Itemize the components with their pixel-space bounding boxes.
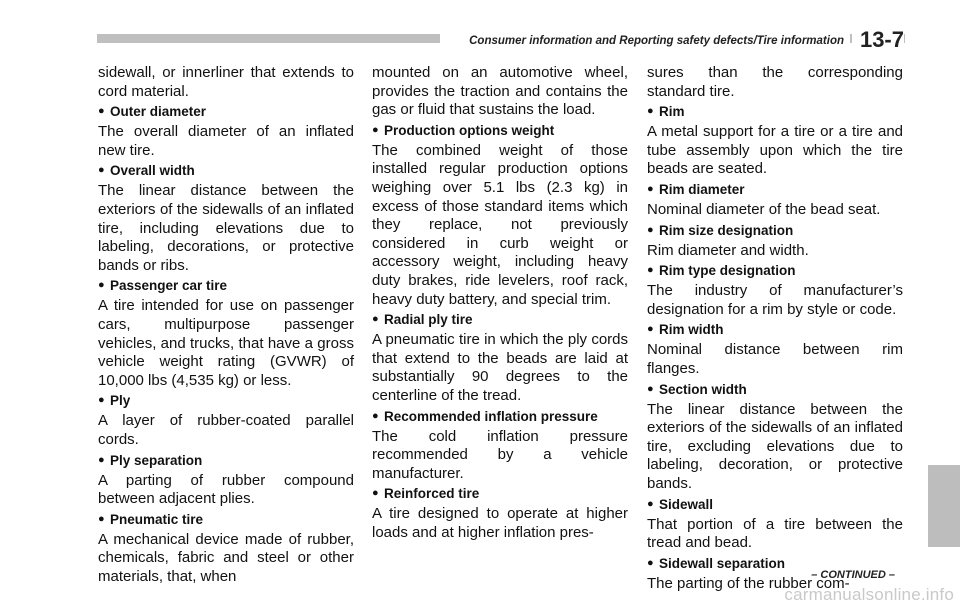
bullet-icon: ● — [647, 556, 654, 569]
bullet-icon: ● — [372, 487, 379, 500]
definition-term — [647, 181, 903, 198]
definition-text: The combined weight of those installed regular production options weighing over 5.1 lbs (2.3 kg) in excess of those standard items which they replace, not previously considered in curb weight or accessory weight, including heavy duty brakes, ride levelers, roof rack, heavy duty battery, and special trim. — [372, 141, 628, 308]
bullet-icon: ● — [647, 497, 654, 510]
definition-term — [647, 321, 903, 338]
bullet-icon: ● — [372, 409, 379, 422]
definition-text: The parting of the rubber com- — [647, 574, 850, 592]
definition-term — [372, 408, 628, 425]
definition-text: A mechanical device made of rubber, chemicals, fabric and steel or other materials, that, when — [98, 530, 354, 585]
definition-text: A tire designed to operate at higher loads and at higher inflation pres- — [372, 505, 628, 541]
definition-text: That portion of a tire between the tread and bead. — [647, 515, 903, 552]
term-label: Radial ply tire — [384, 312, 473, 328]
term-label: Production options weight — [384, 122, 555, 138]
definition-term — [98, 162, 354, 179]
bullet-icon: ● — [647, 182, 654, 195]
bullet-icon: ● — [98, 164, 105, 177]
bullet-icon: ● — [372, 123, 379, 136]
definition-text: A parting of rubber compound between adjacent plies. — [98, 471, 354, 508]
watermark: carmanualsonline.info — [784, 585, 954, 604]
definition-text: The linear distance between the exteriors of the sidewalls of an inflated tire, including elevations due to labeling, decorations, or protective bands or ribs. — [98, 182, 354, 274]
definition-text: mounted on an automotive wheel, provides the traction and contains the gas or fluid that sustains the load. — [372, 64, 628, 119]
term-label: Outer diameter — [110, 104, 207, 120]
continued-label: – CONTINUED – — [811, 569, 895, 581]
term-label: Sidewall — [659, 496, 714, 512]
bullet-icon: ● — [98, 279, 105, 292]
definition-term — [372, 485, 628, 502]
bullet-icon: ● — [647, 382, 654, 395]
definition-term — [98, 392, 354, 409]
definition-text: A layer of rubber-coated parallel cords. — [98, 412, 354, 448]
definition-term — [647, 496, 903, 513]
term-label: Rim width — [659, 322, 724, 338]
term-label: Ply — [110, 393, 131, 409]
term-label: Rim diameter — [659, 181, 745, 197]
definition-text: Nominal diameter of the bead seat. — [647, 200, 881, 218]
definition-term — [372, 122, 628, 139]
definition-text: The cold inflation pressure recommended by a vehicle manufacturer. — [372, 427, 628, 482]
definition-text: The linear distance between the exteriors of the sidewalls of an inflated tire, excluding elevations due to labeling, decoration, or protective bands. — [647, 400, 903, 492]
bullet-icon: ● — [98, 512, 105, 525]
page-number: 13-7 — [852, 26, 904, 54]
term-label: Sidewall separation — [659, 555, 786, 571]
definition-term — [372, 311, 628, 328]
definition-text: sidewall, or innerliner that extends to cord material. — [98, 64, 354, 100]
definition-text: Nominal distance between rim flanges. — [647, 341, 903, 377]
bullet-icon: ● — [372, 313, 379, 326]
term-label: Section width — [659, 381, 747, 397]
term-label: Overall width — [110, 163, 195, 179]
section-title: Consumer information and Reporting safety defects/Tire information — [440, 34, 850, 48]
definition-text: A tire intended for use on passenger cars, multipurpose passenger vehicles, and trucks, that have a gross vehicle weight rating (GVWR) of 10,000 lbs (4,535 kg) or less. — [98, 297, 354, 389]
bullet-icon: ● — [647, 105, 654, 118]
bullet-icon: ● — [98, 105, 105, 118]
definition-term — [98, 277, 354, 294]
text-column-2 — [372, 64, 628, 544]
text-column-1 — [98, 64, 354, 588]
chapter-thumb-tab — [928, 465, 960, 547]
definition-term — [647, 381, 903, 398]
bullet-icon: ● — [647, 223, 654, 236]
definition-term — [647, 222, 903, 239]
term-label: Rim type designation — [659, 263, 796, 279]
definition-text: The overall diameter of an inflated new tire. — [98, 123, 354, 159]
term-label: Rim — [659, 104, 685, 120]
definition-term — [98, 452, 354, 469]
bullet-icon: ● — [647, 264, 654, 277]
term-label: Ply separation — [110, 452, 203, 468]
term-label: Rim size designation — [659, 222, 794, 238]
definition-text: A metal support for a tire or a tire and tube assembly upon which the tire beads are seated. — [647, 123, 903, 178]
bullet-icon: ● — [98, 453, 105, 466]
definition-term — [98, 511, 354, 528]
definition-term — [647, 103, 903, 120]
definition-term — [98, 103, 354, 120]
term-label: Pneumatic tire — [110, 511, 204, 527]
bullet-icon: ● — [98, 394, 105, 407]
definition-text: sures than the corresponding standard tire. — [647, 64, 903, 100]
definition-text: Rim diameter and width. — [647, 241, 809, 259]
definition-text: A pneumatic tire in which the ply cords that extend to the beads are laid at substantially 90 degrees to the centerline of the tread. — [372, 331, 628, 404]
bullet-icon: ● — [647, 323, 654, 336]
term-label: Recommended inflation pressure — [384, 408, 598, 424]
definition-term — [647, 262, 903, 279]
text-column-3 — [647, 64, 903, 595]
term-label: Passenger car tire — [110, 278, 228, 294]
definition-text: The industry of manufacturer’s designation for a rim by style or code. — [647, 282, 903, 318]
term-label: Reinforced tire — [384, 486, 480, 502]
